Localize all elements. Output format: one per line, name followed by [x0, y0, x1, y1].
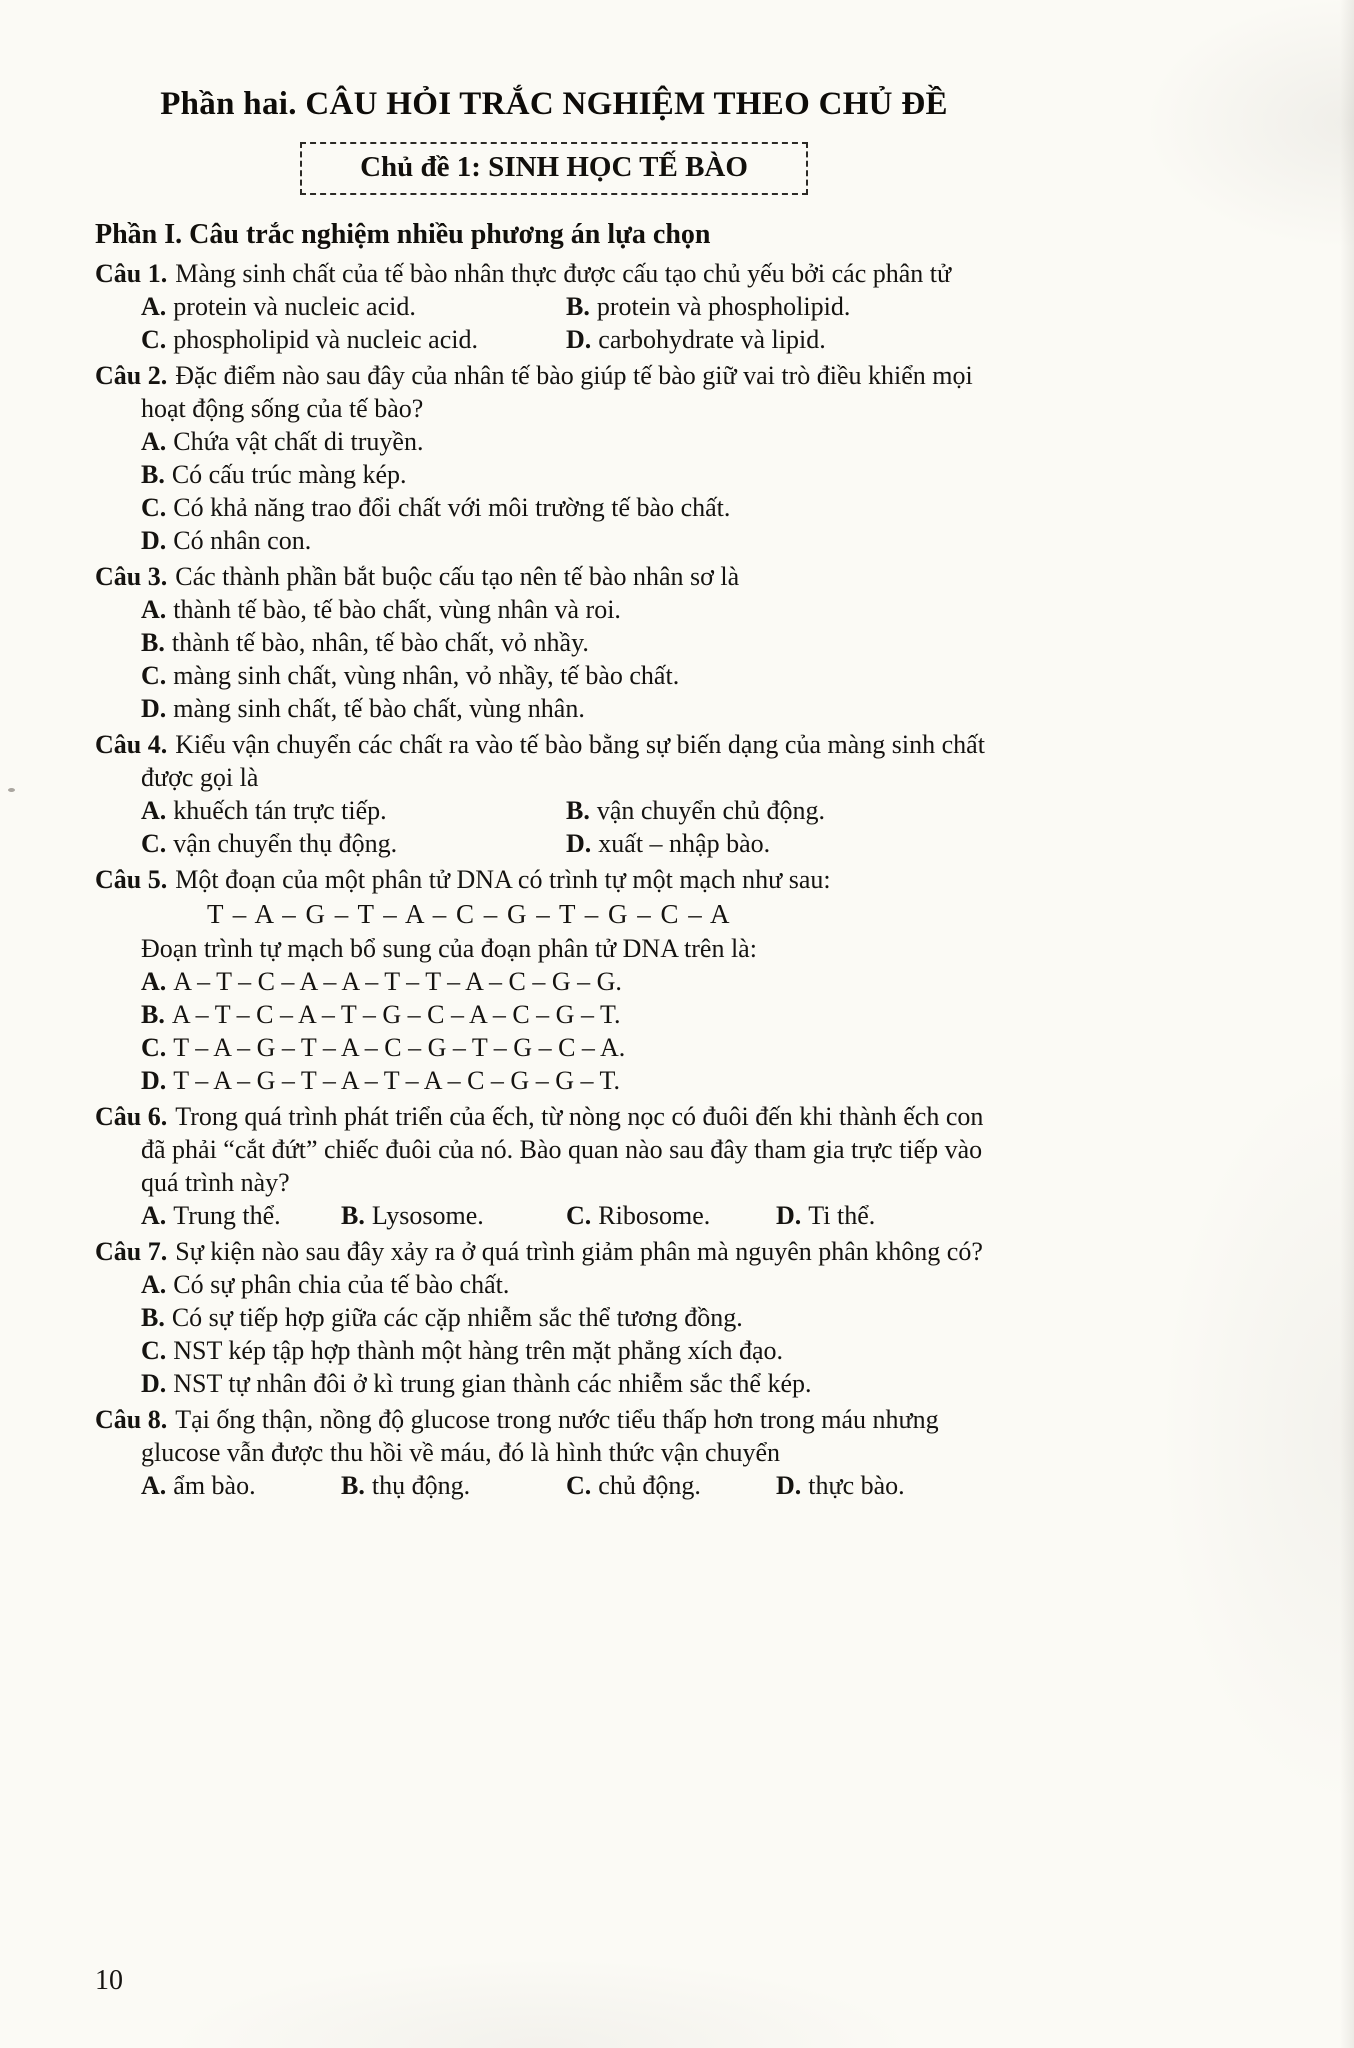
question-stem [95, 863, 1013, 896]
option [776, 1199, 1013, 1232]
option-letter: A. [141, 292, 167, 321]
option [141, 794, 566, 827]
option [141, 1334, 1013, 1367]
option-text: Ribosome. [598, 1201, 711, 1230]
option-text: A – T – C – A – T – G – C – A – C – G – T. [171, 1000, 621, 1029]
option [141, 1469, 341, 1502]
option-letter: A. [141, 796, 167, 825]
option-letter: B. [141, 460, 165, 489]
option-letter: C. [141, 1033, 167, 1062]
option-letter: D. [566, 829, 592, 858]
option-text: khuếch tán trực tiếp. [173, 796, 387, 825]
question-number: Câu 5. [95, 865, 168, 894]
option [566, 1199, 776, 1232]
option-letter: C. [566, 1201, 592, 1230]
question-stem [95, 1403, 1013, 1469]
option-letter: C. [141, 661, 167, 690]
option-letter: A. [141, 1270, 167, 1299]
option-letter: A. [141, 595, 167, 624]
option [566, 290, 1013, 323]
question-text: Màng sinh chất của tế bào nhân thực được cấu tạo chủ yếu bởi các phân tử [175, 259, 952, 288]
option-text: Lysosome. [371, 1201, 484, 1230]
question-block [95, 560, 1013, 725]
option-letter: B. [141, 628, 165, 657]
option [141, 524, 1013, 557]
question-block [95, 1100, 1013, 1232]
option-text: Chứa vật chất di truyền. [173, 427, 424, 456]
part-title: Phần hai. CÂU HỎI TRẮC NGHIỆM THEO CHỦ ĐỀ [160, 86, 948, 122]
options [141, 794, 1013, 860]
option-text: thành tế bào, nhân, tế bào chất, vỏ nhầy. [171, 628, 589, 657]
option-letter: B. [341, 1471, 365, 1500]
question-number: Câu 7. [95, 1237, 168, 1266]
question-text: Trong quá trình phát triển của ếch, từ nòng nọc có đuôi đến khi thành ếch con đã phải “cắt đứt” chiếc đuôi của nó. Bào quan nào sau đây tham gia trực tiếp vào quá trình này? [141, 1102, 984, 1197]
question-text: Đặc điểm nào sau đây của nhân tế bào giúp tế bào giữ vai trò điều khiển mọi hoạt động sống của tế bào? [141, 361, 973, 423]
option [141, 1268, 1013, 1301]
option-text: protein và nucleic acid. [173, 292, 416, 321]
option [141, 425, 1013, 458]
topic-box-wrap [95, 142, 1013, 195]
topic-box: Chủ đề 1: SINH HỌC TẾ BÀO [300, 142, 808, 195]
option-letter: D. [776, 1201, 802, 1230]
option-text: Có khả năng trao đổi chất với môi trường tế bào chất. [173, 493, 731, 522]
option [141, 323, 566, 356]
option-text: vận chuyển chủ động. [596, 796, 826, 825]
options [141, 965, 1013, 1097]
question-number: Câu 1. [95, 259, 168, 288]
question-block [95, 257, 1013, 356]
option [141, 1199, 341, 1232]
option [341, 1199, 566, 1232]
option-letter: D. [141, 1066, 167, 1095]
option-letter: D. [141, 1369, 167, 1398]
question-stem [95, 728, 1013, 794]
question-text: Tại ống thận, nồng độ glucose trong nước tiểu thấp hơn trong máu nhưng glucose vẫn được thu hồi về máu, đó là hình thức vận chuyển [141, 1405, 939, 1467]
option [776, 1469, 1013, 1502]
option-text: Có sự tiếp hợp giữa các cặp nhiễm sắc thể tương đồng. [171, 1303, 743, 1332]
question-text: Sự kiện nào sau đây xảy ra ở quá trình giảm phân mà nguyên phân không có? [175, 1237, 983, 1266]
option-text: thụ động. [371, 1471, 471, 1500]
option-letter: C. [141, 493, 167, 522]
option-letter: B. [141, 1000, 165, 1029]
question-stem [95, 560, 1013, 593]
option-text: NST kép tập hợp thành một hàng trên mặt phẳng xích đạo. [173, 1336, 783, 1365]
option-text: vận chuyển thụ động. [173, 829, 398, 858]
option-text: phospholipid và nucleic acid. [173, 325, 478, 354]
page-footer [95, 1966, 1354, 1996]
option-text: thành tế bào, tế bào chất, vùng nhân và roi. [173, 595, 621, 624]
option-letter: A. [141, 967, 167, 996]
option [566, 323, 1013, 356]
option [566, 794, 1013, 827]
option-letter: A. [141, 1471, 167, 1500]
options [141, 1469, 1013, 1502]
question-number: Câu 8. [95, 1405, 168, 1434]
option-letter: C. [141, 829, 167, 858]
question-number: Câu 4. [95, 730, 168, 759]
dna-sequence: T – A – G – T – A – C – G – T – G – C – A [206, 899, 732, 929]
question-number: Câu 2. [95, 361, 168, 390]
question-block [95, 728, 1013, 860]
option-text: protein và phospholipid. [596, 292, 851, 321]
option-letter: B. [566, 796, 590, 825]
question-stem [95, 1100, 1013, 1199]
option [141, 827, 566, 860]
option-text: T – A – G – T – A – T – A – C – G – G – T. [173, 1066, 620, 1095]
question-block [95, 1403, 1013, 1502]
option [341, 1469, 566, 1502]
option-text: chủ động. [598, 1471, 701, 1500]
option [141, 626, 1013, 659]
option [141, 692, 1013, 725]
question-block [95, 1235, 1013, 1400]
option-letter: A. [141, 1201, 167, 1230]
option-text: thực bào. [808, 1471, 905, 1500]
option [141, 1367, 1013, 1400]
option [141, 458, 1013, 491]
question-stem [95, 359, 1013, 425]
options [141, 425, 1013, 557]
option-text: xuất – nhập bào. [598, 829, 771, 858]
option-letter: D. [776, 1471, 802, 1500]
question-number: Câu 3. [95, 562, 168, 591]
option-text: Trung thể. [173, 1201, 281, 1230]
option-letter: C. [141, 325, 167, 354]
section-title: Phần I. Câu trắc nghiệm nhiều phương án lựa chọn [95, 219, 711, 250]
option [141, 1031, 1013, 1064]
option-letter: B. [141, 1303, 165, 1332]
questions [95, 257, 1013, 1502]
option-text: màng sinh chất, tế bào chất, vùng nhân. [173, 694, 585, 723]
option-text: A – T – C – A – A – T – T – A – C – G – G. [173, 967, 622, 996]
question-block [95, 863, 1013, 1097]
option [141, 290, 566, 323]
option [141, 593, 1013, 626]
option [141, 1301, 1013, 1334]
question-stem [95, 1235, 1013, 1268]
scan-speck [8, 788, 15, 792]
option-text: T – A – G – T – A – C – G – T – G – C – A. [173, 1033, 626, 1062]
question-block [95, 359, 1013, 557]
option-text: Có nhân con. [173, 526, 312, 555]
option-letter: B. [566, 292, 590, 321]
option [566, 1469, 776, 1502]
options [141, 593, 1013, 725]
options [141, 1268, 1013, 1400]
question-stem [95, 257, 1013, 290]
question-number: Câu 6. [95, 1102, 168, 1131]
option-letter: D. [141, 526, 167, 555]
options [141, 290, 1013, 356]
option-letter: D. [566, 325, 592, 354]
option [141, 998, 1013, 1031]
option-letter: D. [141, 694, 167, 723]
option-letter: B. [341, 1201, 365, 1230]
option [141, 965, 1013, 998]
option-text: ẩm bào. [173, 1471, 256, 1500]
option [141, 491, 1013, 524]
option-text: Có cấu trúc màng kép. [171, 460, 407, 489]
option-letter: C. [141, 1336, 167, 1365]
option-text: carbohydrate và lipid. [598, 325, 826, 354]
question-text: Kiểu vận chuyển các chất ra vào tế bào bằng sự biến dạng của màng sinh chất được gọi là [141, 730, 985, 792]
option-letter: C. [566, 1471, 592, 1500]
option [141, 659, 1013, 692]
page-content [95, 82, 1013, 1502]
options [141, 1199, 1013, 1232]
option-text: Có sự phân chia của tế bào chất. [173, 1270, 510, 1299]
page-number: 10 [95, 1965, 123, 1996]
option [141, 1064, 1013, 1097]
option [566, 827, 1013, 860]
question-text: Các thành phần bắt buộc cấu tạo nên tế bào nhân sơ là [175, 562, 740, 591]
option-text: Ti thể. [808, 1201, 876, 1230]
question-text: Một đoạn của một phân tử DNA có trình tự một mạch như sau: [175, 865, 831, 894]
option-text: NST tự nhân đôi ở kì trung gian thành các nhiễm sắc thể kép. [173, 1369, 812, 1398]
option-letter: A. [141, 427, 167, 456]
option-text: màng sinh chất, vùng nhân, vỏ nhầy, tế bào chất. [173, 661, 680, 690]
question-followup: Đoạn trình tự mạch bổ sung của đoạn phân tử DNA trên là: [141, 934, 757, 963]
